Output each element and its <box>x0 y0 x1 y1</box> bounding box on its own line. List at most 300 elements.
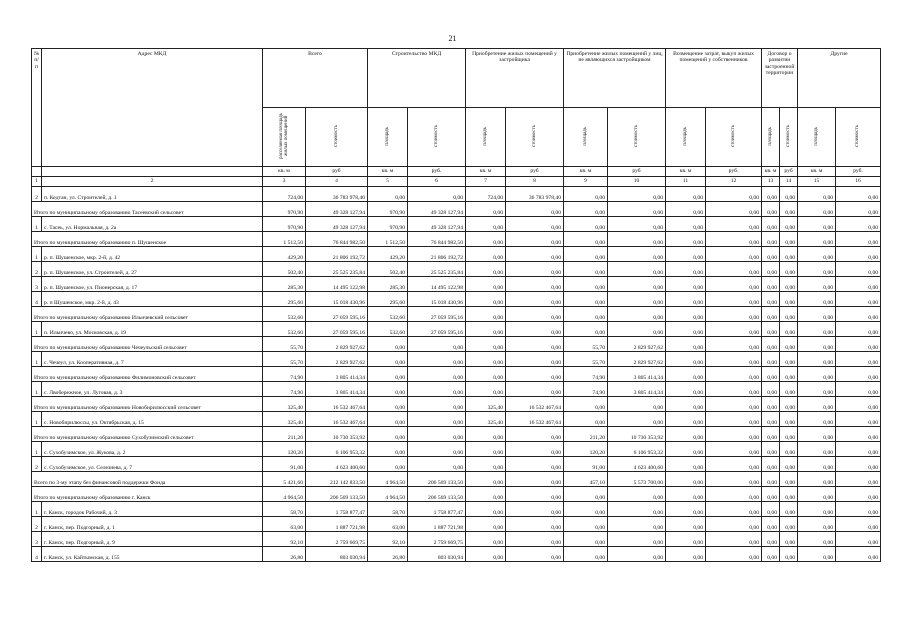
cost-value: 0,00 <box>506 517 564 532</box>
column-number-row <box>32 177 881 187</box>
cost-value: 5 573 700,00 <box>608 472 666 487</box>
housing-program-table <box>31 48 881 562</box>
area-value: 724,00 <box>263 187 306 202</box>
table-row <box>32 262 881 277</box>
cost-value: 0,00 <box>780 382 798 397</box>
unit-cell: кв. м <box>564 167 608 177</box>
area-value: 0,00 <box>798 217 836 232</box>
area-value: 0,00 <box>666 322 706 337</box>
row-number: 3 <box>32 532 42 547</box>
cost-value: 0,00 <box>836 532 881 547</box>
cost-value: 0,00 <box>780 442 798 457</box>
subheader-area: площадь <box>666 108 706 167</box>
cost-value: 0,00 <box>506 217 564 232</box>
area-value: 26,80 <box>263 547 306 562</box>
area-value: 0,00 <box>368 412 408 427</box>
area-value: 120,20 <box>564 442 608 457</box>
area-value: 0,00 <box>762 337 780 352</box>
unit-cell: кв. м <box>762 167 780 177</box>
area-value: 211,20 <box>564 427 608 442</box>
area-value: 0,00 <box>666 487 706 502</box>
cost-value: 0,00 <box>608 322 666 337</box>
cost-value: 0,00 <box>408 397 466 412</box>
area-value: 502,40 <box>368 262 408 277</box>
area-value: 0,00 <box>762 472 780 487</box>
area-value: 5 421,60 <box>263 472 306 487</box>
area-value: 0,00 <box>466 502 506 517</box>
cost-value: 0,00 <box>780 412 798 427</box>
cost-value: 0,00 <box>608 277 666 292</box>
cost-value: 16 532 467,64 <box>306 397 368 412</box>
cost-value: 0,00 <box>836 247 881 262</box>
area-value: 0,00 <box>666 442 706 457</box>
row-number: 2 <box>32 457 42 472</box>
cost-value: 0,00 <box>836 382 881 397</box>
area-value: 0,00 <box>762 187 780 202</box>
cost-value: 0,00 <box>408 337 466 352</box>
area-value: 0,00 <box>798 532 836 547</box>
area-value: 1 512,50 <box>368 232 408 247</box>
cost-value: 0,00 <box>836 307 881 322</box>
cost-value: 0,00 <box>836 457 881 472</box>
cost-value: 0,00 <box>836 352 881 367</box>
cost-value: 0,00 <box>706 487 762 502</box>
cost-value: 6 106 953,32 <box>306 442 368 457</box>
area-value: 0,00 <box>798 457 836 472</box>
area-value: 0,00 <box>666 307 706 322</box>
header-construction: Строительство МКД <box>368 49 466 108</box>
cost-value: 0,00 <box>780 187 798 202</box>
column-number-cell: 7 <box>466 177 506 187</box>
cost-value: 0,00 <box>780 502 798 517</box>
area-value: 0,00 <box>798 427 836 442</box>
area-value: 74,90 <box>263 367 306 382</box>
cost-value: 0,00 <box>706 367 762 382</box>
cost-value: 206 569 133,50 <box>408 472 466 487</box>
area-value: 0,00 <box>666 427 706 442</box>
column-number-cell: 1 <box>32 177 42 187</box>
area-value: 0,00 <box>798 202 836 217</box>
total-row <box>32 202 881 217</box>
header-compensation: Возмещение затрат, выкуп жилых помещений у собственников <box>666 49 762 108</box>
cost-value: 25 525 235,84 <box>408 262 466 277</box>
column-number-cell: 10 <box>608 177 666 187</box>
column-number-cell: 13 <box>762 177 780 187</box>
cost-value: 0,00 <box>706 187 762 202</box>
table-row <box>32 442 881 457</box>
area-value: 0,00 <box>798 487 836 502</box>
total-row <box>32 472 881 487</box>
unit-cell: кв. м <box>368 167 408 177</box>
row-number: 1 <box>32 412 42 427</box>
unit-cell: руб. <box>408 167 466 177</box>
area-value: 0,00 <box>564 307 608 322</box>
cost-value: 0,00 <box>506 457 564 472</box>
total-label: Итого по муниципальному образованию Чечеульский сельсовет <box>32 337 263 352</box>
area-value: 0,00 <box>798 412 836 427</box>
area-value: 429,20 <box>263 247 306 262</box>
row-number: 2 <box>32 517 42 532</box>
cost-value: 0,00 <box>608 547 666 562</box>
cost-value: 0,00 <box>408 187 466 202</box>
area-value: 0,00 <box>368 367 408 382</box>
area-value: 0,00 <box>666 337 706 352</box>
area-value: 0,00 <box>798 442 836 457</box>
address-cell: г. Канск, пер. Подгорный, д. 1 <box>42 517 263 532</box>
total-label: Итого по муниципальному образованию Новобирилюсский сельсовет <box>32 397 263 412</box>
cost-value: 0,00 <box>608 187 666 202</box>
table-row <box>32 547 881 562</box>
cost-value: 1 758 877,47 <box>306 502 368 517</box>
cost-value: 0,00 <box>780 517 798 532</box>
cost-value: 0,00 <box>780 367 798 382</box>
area-value: 0,00 <box>762 532 780 547</box>
area-value: 55,70 <box>263 352 306 367</box>
cost-value: 0,00 <box>780 292 798 307</box>
column-number-cell: 15 <box>798 177 836 187</box>
cost-value: 0,00 <box>836 262 881 277</box>
cost-value: 2 829 927,62 <box>306 352 368 367</box>
area-value: 532,60 <box>368 307 408 322</box>
cost-value: 0,00 <box>706 442 762 457</box>
area-value: 0,00 <box>666 397 706 412</box>
cost-value: 0,00 <box>706 247 762 262</box>
area-value: 0,00 <box>762 547 780 562</box>
area-value: 970,90 <box>368 217 408 232</box>
address-cell: р. п. Шушенское, ул. Пионерская, д. 17 <box>42 277 263 292</box>
area-value: 0,00 <box>798 247 836 262</box>
area-value: 0,00 <box>564 532 608 547</box>
area-value: 0,00 <box>666 292 706 307</box>
area-value: 74,90 <box>564 367 608 382</box>
cost-value: 0,00 <box>836 277 881 292</box>
table-body <box>32 187 881 562</box>
area-value: 325,40 <box>263 412 306 427</box>
area-value: 1 512,50 <box>263 232 306 247</box>
row-number: 1 <box>32 247 42 262</box>
area-value: 74,90 <box>263 382 306 397</box>
area-value: 0,00 <box>466 427 506 442</box>
area-value: 0,00 <box>466 547 506 562</box>
address-cell: г. Канск, городок Рабочий, д. 3 <box>42 502 263 517</box>
address-cell: г. Канск, ул. Кайтымская, д. 155 <box>42 547 263 562</box>
header-contract: Договор о развитии застроенной территории <box>762 49 798 108</box>
column-number-cell: 6 <box>408 177 466 187</box>
area-value: 0,00 <box>762 397 780 412</box>
cost-value: 16 532 467,64 <box>306 412 368 427</box>
address-cell: п. Кедтан, ул. Строителей, д. 1 <box>42 187 263 202</box>
row-number: 1 <box>32 322 42 337</box>
total-row <box>32 427 881 442</box>
row-number: 3 <box>32 277 42 292</box>
area-value: 91,00 <box>564 457 608 472</box>
area-value: 0,00 <box>666 412 706 427</box>
row-number: 1 <box>32 217 42 232</box>
subheader-cost: стоимость <box>506 108 564 167</box>
table-row <box>32 382 881 397</box>
cost-value: 0,00 <box>780 352 798 367</box>
area-value: 0,00 <box>666 517 706 532</box>
cost-value: 0,00 <box>706 397 762 412</box>
area-value: 0,00 <box>466 352 506 367</box>
cost-value: 0,00 <box>506 352 564 367</box>
area-value: 0,00 <box>466 307 506 322</box>
cost-value: 0,00 <box>706 202 762 217</box>
cost-value: 3 805 414,34 <box>306 382 368 397</box>
area-value: 0,00 <box>564 517 608 532</box>
cost-value: 0,00 <box>780 322 798 337</box>
area-value: 0,00 <box>762 442 780 457</box>
cost-value: 0,00 <box>706 322 762 337</box>
area-value: 0,00 <box>798 502 836 517</box>
unit-cell: руб <box>780 167 798 177</box>
area-value: 0,00 <box>368 442 408 457</box>
cost-value: 76 844 982,50 <box>306 232 368 247</box>
row-number: 1 <box>32 382 42 397</box>
cost-value: 206 569 133,50 <box>306 487 368 502</box>
subheader-cost: стоимость <box>608 108 666 167</box>
area-value: 0,00 <box>666 217 706 232</box>
cost-value: 0,00 <box>506 472 564 487</box>
cost-value: 10 730 353,92 <box>608 427 666 442</box>
cost-value: 0,00 <box>706 217 762 232</box>
area-value: 0,00 <box>798 517 836 532</box>
cost-value: 4 623 400,60 <box>608 457 666 472</box>
cost-value: 0,00 <box>408 442 466 457</box>
area-value: 120,20 <box>263 442 306 457</box>
table-row <box>32 457 881 472</box>
cost-value: 0,00 <box>780 532 798 547</box>
cost-value: 0,00 <box>506 532 564 547</box>
unit-cell: руб <box>306 167 368 177</box>
area-value: 0,00 <box>666 547 706 562</box>
subheader-cost: стоимость <box>706 108 762 167</box>
area-value: 0,00 <box>564 412 608 427</box>
address-cell: с. Лвобережное, ул. Луговая, д. 3 <box>42 382 263 397</box>
area-value: 0,00 <box>762 292 780 307</box>
area-value: 0,00 <box>466 292 506 307</box>
cost-value: 0,00 <box>608 232 666 247</box>
cost-value: 0,00 <box>780 262 798 277</box>
subheader-cost: стоимость <box>836 108 881 167</box>
area-value: 91,00 <box>263 457 306 472</box>
total-label: Итого по муниципальному образованию Ильичевский сельсовет <box>32 307 263 322</box>
cost-value: 0,00 <box>506 202 564 217</box>
area-value: 0,00 <box>798 352 836 367</box>
area-value: 532,60 <box>263 322 306 337</box>
table-row <box>32 352 881 367</box>
cost-value: 2 829 927,62 <box>608 352 666 367</box>
cost-value: 0,00 <box>608 307 666 322</box>
area-value: 0,00 <box>798 367 836 382</box>
area-value: 55,70 <box>564 352 608 367</box>
cost-value: 0,00 <box>780 457 798 472</box>
cost-value: 0,00 <box>506 307 564 322</box>
area-value: 0,00 <box>564 547 608 562</box>
area-value: 0,00 <box>762 412 780 427</box>
cost-value: 0,00 <box>836 292 881 307</box>
area-value: 55,70 <box>263 337 306 352</box>
subheader-area: площадь <box>798 108 836 167</box>
cost-value: 0,00 <box>706 232 762 247</box>
cost-value: 0,00 <box>836 427 881 442</box>
row-number: 1 <box>32 502 42 517</box>
cost-value: 0,00 <box>408 382 466 397</box>
area-value: 58,70 <box>368 502 408 517</box>
area-value: 724,00 <box>466 187 506 202</box>
unit-cell: кв. м <box>263 167 306 177</box>
area-value: 0,00 <box>564 277 608 292</box>
row-number: 4 <box>32 547 42 562</box>
total-row <box>32 397 881 412</box>
cost-value: 2 759 669,75 <box>306 532 368 547</box>
area-value: 429,20 <box>368 247 408 262</box>
column-number-cell: 4 <box>306 177 368 187</box>
area-value: 0,00 <box>762 427 780 442</box>
table-row <box>32 502 881 517</box>
total-label: Итого по муниципальному образованию п. Шушенское <box>32 232 263 247</box>
area-value: 0,00 <box>466 217 506 232</box>
area-value: 970,90 <box>263 202 306 217</box>
column-number-cell: 3 <box>263 177 306 187</box>
cost-value: 0,00 <box>706 427 762 442</box>
cost-value: 14 495 122,98 <box>306 277 368 292</box>
cost-value: 3 805 414,34 <box>608 367 666 382</box>
area-value: 0,00 <box>762 457 780 472</box>
cost-value: 0,00 <box>706 517 762 532</box>
page-number: 21 <box>448 34 457 43</box>
area-value: 0,00 <box>666 367 706 382</box>
cost-value: 14 495 122,98 <box>408 277 466 292</box>
area-value: 0,00 <box>466 457 506 472</box>
cost-value: 0,00 <box>506 232 564 247</box>
area-value: 0,00 <box>466 247 506 262</box>
subheader-area: площадь <box>466 108 506 167</box>
column-number-cell: 16 <box>836 177 881 187</box>
cost-value: 0,00 <box>408 412 466 427</box>
cost-value: 3 805 414,34 <box>608 382 666 397</box>
area-value: 0,00 <box>564 187 608 202</box>
table-row <box>32 277 881 292</box>
area-value: 0,00 <box>762 487 780 502</box>
area-value: 0,00 <box>798 382 836 397</box>
area-value: 285,30 <box>368 277 408 292</box>
cost-value: 0,00 <box>706 502 762 517</box>
area-value: 0,00 <box>762 517 780 532</box>
cost-value: 0,00 <box>608 202 666 217</box>
cost-value: 0,00 <box>836 187 881 202</box>
cost-value: 0,00 <box>506 262 564 277</box>
row-number: 4 <box>32 292 42 307</box>
area-value: 4 964,50 <box>368 472 408 487</box>
area-value: 0,00 <box>368 382 408 397</box>
area-value: 0,00 <box>762 202 780 217</box>
unit-cell: кв. м <box>466 167 506 177</box>
area-value: 0,00 <box>466 517 506 532</box>
cost-value: 27 059 595,16 <box>306 307 368 322</box>
area-value: 0,00 <box>762 367 780 382</box>
cost-value: 27 059 595,16 <box>408 322 466 337</box>
units-row <box>32 167 881 177</box>
area-value: 0,00 <box>666 232 706 247</box>
cost-value: 0,00 <box>608 532 666 547</box>
area-value: 0,00 <box>466 472 506 487</box>
column-number-cell: 5 <box>368 177 408 187</box>
area-value: 0,00 <box>564 262 608 277</box>
unit-cell: руб. <box>836 167 881 177</box>
unit-cell: кв. м <box>798 167 836 177</box>
column-number-cell: 9 <box>564 177 608 187</box>
cost-value: 0,00 <box>506 247 564 262</box>
header-other: Другие <box>798 49 881 108</box>
area-value: 0,00 <box>466 532 506 547</box>
cost-value: 3 805 414,34 <box>306 367 368 382</box>
cost-value: 0,00 <box>780 547 798 562</box>
cost-value: 0,00 <box>506 487 564 502</box>
cost-value: 15 018 430,96 <box>408 292 466 307</box>
area-value: 92,10 <box>263 532 306 547</box>
area-value: 0,00 <box>666 472 706 487</box>
area-value: 325,40 <box>466 412 506 427</box>
area-value: 0,00 <box>762 217 780 232</box>
area-value: 532,60 <box>368 322 408 337</box>
area-value: 0,00 <box>762 262 780 277</box>
column-number-cell: 12 <box>706 177 762 187</box>
cost-value: 49 328 127,94 <box>408 217 466 232</box>
cost-value: 1 887 721,98 <box>408 517 466 532</box>
cost-value: 0,00 <box>706 307 762 322</box>
total-label: Итого по муниципальному образованию Филимоновский сельсовет <box>32 367 263 382</box>
cost-value: 0,00 <box>836 337 881 352</box>
cost-value: 0,00 <box>706 382 762 397</box>
cost-value: 0,00 <box>608 397 666 412</box>
area-value: 63,00 <box>368 517 408 532</box>
cost-value: 0,00 <box>706 532 762 547</box>
cost-value: 0,00 <box>836 487 881 502</box>
table-row <box>32 532 881 547</box>
column-number-cell: 2 <box>42 177 263 187</box>
units-cell-empty <box>32 167 42 177</box>
address-cell: с. Чечеул, ул. Кооперативная, д. 7 <box>42 352 263 367</box>
total-label: Итого по муниципальному образованию Тасеевский сельсовет <box>32 202 263 217</box>
total-row <box>32 232 881 247</box>
cost-value: 1 887 721,98 <box>306 517 368 532</box>
cost-value: 10 730 353,92 <box>306 427 368 442</box>
area-value: 0,00 <box>466 322 506 337</box>
cost-value: 0,00 <box>780 247 798 262</box>
subheader-area: площадь <box>368 108 408 167</box>
area-value: 211,20 <box>263 427 306 442</box>
table-row <box>32 247 881 262</box>
cost-value: 0,00 <box>408 427 466 442</box>
area-value: 285,30 <box>263 277 306 292</box>
cost-value: 0,00 <box>706 547 762 562</box>
area-value: 58,70 <box>263 502 306 517</box>
area-value: 0,00 <box>762 232 780 247</box>
area-value: 0,00 <box>798 187 836 202</box>
subheader-cost: стоимость <box>408 108 466 167</box>
cost-value: 0,00 <box>780 232 798 247</box>
cost-value: 0,00 <box>608 517 666 532</box>
area-value: 0,00 <box>368 352 408 367</box>
area-value: 0,00 <box>564 292 608 307</box>
cost-value: 0,00 <box>780 487 798 502</box>
cost-value: 27 059 595,16 <box>408 307 466 322</box>
row-number: 2 <box>32 187 42 202</box>
cost-value: 0,00 <box>408 352 466 367</box>
cost-value: 0,00 <box>836 202 881 217</box>
cost-value: 49 328 127,94 <box>306 217 368 232</box>
